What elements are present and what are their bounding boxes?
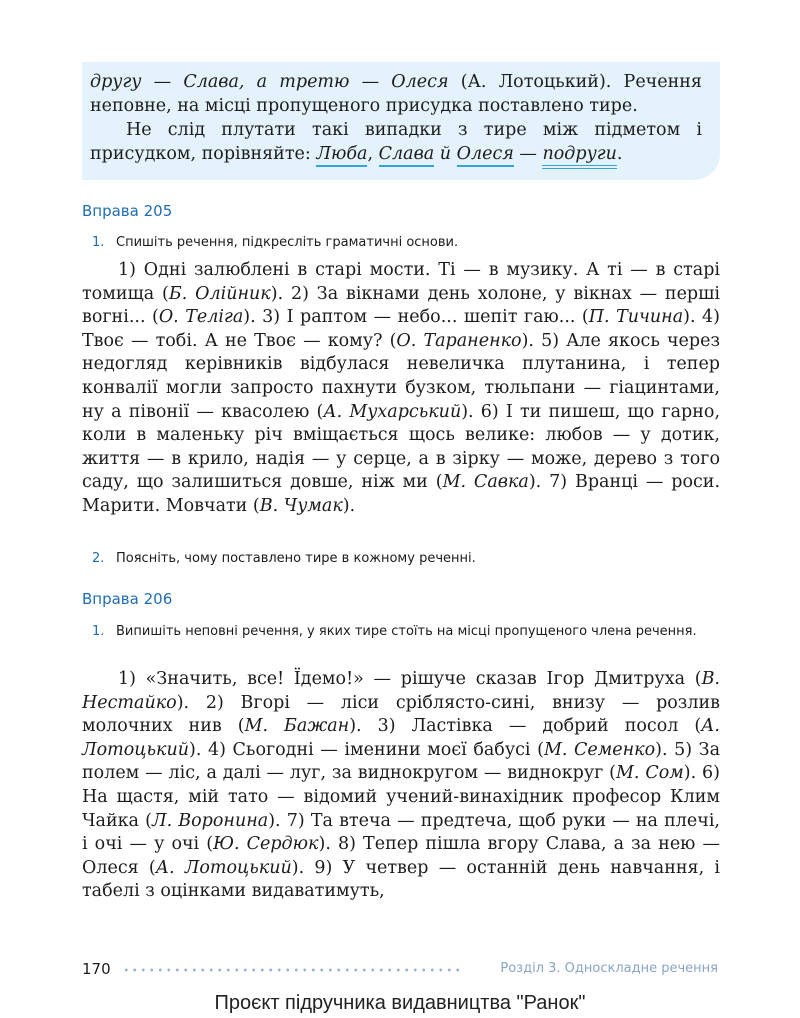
sentence-text: 1) Одні залюблені в старі мости. Ті — в музику. А ті — в старі томища ( [82,260,720,304]
task-number: 1. [92,235,105,250]
rule-text-span: Не слід плутати такі випадки з тире між підметом і присудком, порівняйте: [90,120,702,164]
sentence-text: ). 2) За вікнами день холоне, у вікнах — перші вогні... ( [82,283,720,328]
sentence-text: ). 4) Сьогодні — іменини моєї бабусі ( [189,739,544,760]
task-text: Випишіть неповні речення, у яких тире стоїть на місці пропущеного члена речення. [116,624,697,639]
rule-text [90,70,702,166]
task-text: Спишіть речення, підкресліть граматичні основи. [116,235,459,250]
task-number: 1. [92,624,105,639]
separator: й [434,144,457,164]
watermark: Проєкт підручника видавництва "Ранок" [214,992,586,1014]
sentence-text: ). 7) Вранці — роси. Марити. Мовчати ( [82,472,721,516]
author: М. Савка [442,472,529,493]
chapter-title: Розділ 3. Односкладне речення [500,961,718,976]
author: М. Сом [616,763,684,784]
footer-dot-leader [122,968,460,972]
author: Л. Воронина [151,810,269,831]
author: О. Тараненко [396,330,522,351]
author: Б. Олійник [168,283,271,304]
exercise-205-text [82,259,720,519]
task-text: Поясніть, чому поставлено тире в кожному реченні. [116,551,476,566]
sentence-text: ). 8) Тепер пішла вгору Слава, а за нею — Олеся ( [82,834,721,878]
author: М. Бажан [244,716,350,737]
author: М. Семенко [543,739,656,760]
separator: . [616,144,623,164]
rule-example-italic: другу — Слава, а третю — Олеся [90,72,449,92]
author: В. Нестайко [82,669,720,713]
author: А. Мухарський [323,401,462,422]
sentence-text: ). 6) І ти пишеш, що гарно, коли в маленьку річ вміщається щось велике: любов — у дотик, життя — в крило, надія — у серце, а в зірку — може, дерево з того саду, що залишиться довше, ніж ми ( [82,401,721,493]
sentence-text: ). [342,495,356,516]
separator: — [513,144,543,164]
subject-underlined: Олеся [457,144,514,167]
rule-text-span: (А. Лотоцький). Речення неповне, на місці пропущеного присудка поставлено тире. [90,72,702,116]
sentence-text: 1) «Значить, все! Їдемо!» — рішуче сказав Ігор Дмитруха ( [118,669,702,689]
author: Ю. Сердюк [213,834,319,855]
task-number: 2. [92,551,105,566]
sentence-text: ). 4) Твоє — тобі. А не Твоє — кому? ( [82,307,720,351]
exercise-205-paragraph [82,259,720,519]
exercise-206-text [82,668,720,904]
author: А. Лотоцький [82,716,720,760]
rule-paragraph-2 [90,118,702,166]
subject-underlined: Слава [379,144,435,167]
exercise-205-title: Вправа 205 [82,202,173,220]
sentence-text: ). 5) За полем — ліс, а далі — луг, за виднокругом — виднокруг ( [82,739,720,784]
author: О. Теліга [158,307,244,328]
separator: , [367,144,379,164]
sentence-text: ). 7) Та втеча — предтеча, щоб руки — на плечі, і очі — у очі ( [82,810,720,855]
predicate-underlined: подруги [542,144,616,169]
author: П. Тичина [588,307,684,328]
rule-paragraph-1 [90,70,702,118]
author: А. Лотоцький [155,857,292,878]
sentence-text: ). 2) Вгорі — ліси сріблясто-сині, внизу — розлив молочних нив ( [82,692,720,737]
exercise-206-paragraph [82,668,720,904]
page-number: 170 [82,960,111,978]
sentence-text: ). 5) Але якось через недогляд керівників відбулася невеличка плутанина, і тепер конвалії могли запросто пахнути бузком, тюльпани — гіацинтами, ну а півонії — квасолею ( [82,330,720,422]
subject-underlined: Люба [316,144,367,167]
exercise-206-task-1 [92,621,720,642]
sentence-text: ). 3) І раптом — небо... шепіт гаю... ( [243,307,589,328]
sentence-text: ). 6) На щастя, мій тато — відомий учений-винахідник професор Клим Чайка ( [82,763,720,831]
sentence-text: ). 9) У четвер — останній день навчання, і табелі з оцінками видаватимуть, [82,857,720,902]
exercise-206-title: Вправа 206 [82,590,173,608]
exercise-205-task-2 [92,548,720,569]
exercise-205-task-1 [92,232,720,253]
sentence-text: ). 3) Ластівка — добрий посол ( [349,716,702,737]
author: В. Чумак [259,495,343,516]
